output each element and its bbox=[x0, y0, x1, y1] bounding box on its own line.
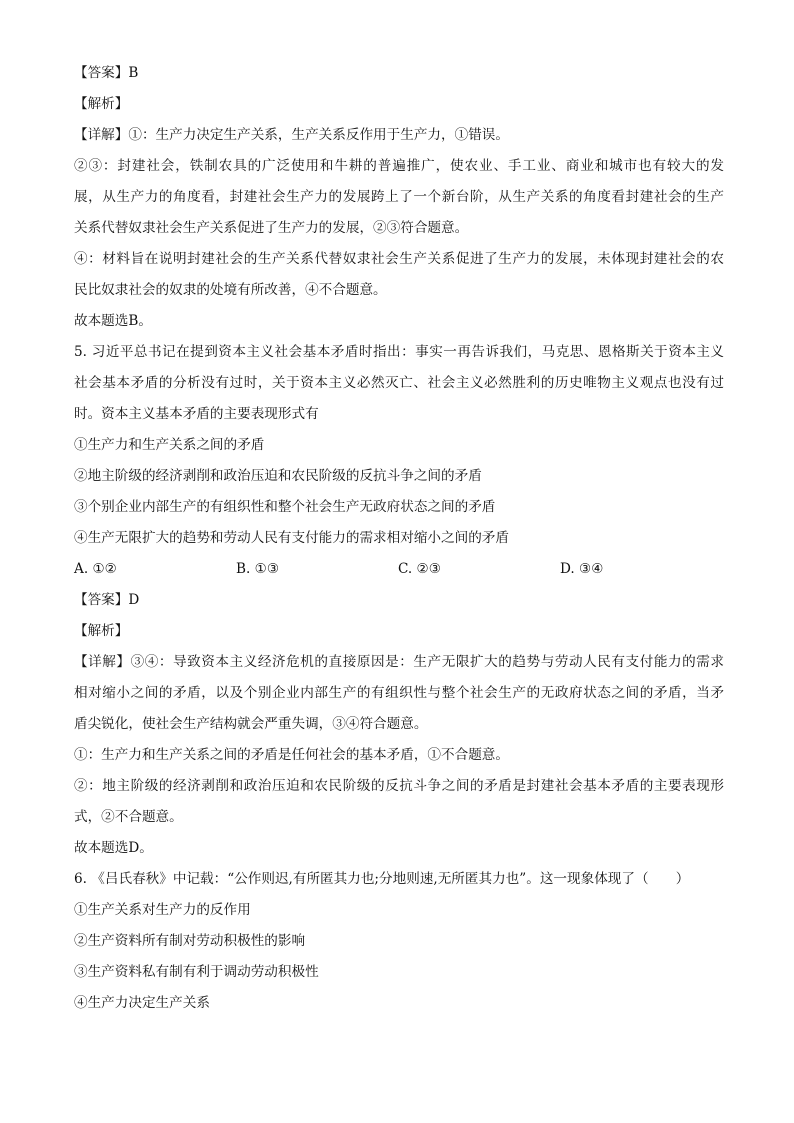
q4-detail-line: 【详解】①：生产力决定生产关系，生产关系反作用于生产力，①错误。 bbox=[74, 127, 509, 143]
q5-stem-line: 5. 习近平总书记在提到资本主义社会基本矛盾时指出：事实一再告诉我们，马克思、恩格斯关于资本主义 bbox=[74, 344, 724, 360]
q5-option-b: B. ①③ bbox=[236, 561, 280, 577]
q5-analysis-label: 【解析】 bbox=[74, 623, 129, 639]
q5-answer: 【答案】D bbox=[74, 592, 140, 608]
q5-detail-line: ①：生产力和生产关系之间的矛盾是任何社会的基本矛盾，①不合题意。 bbox=[74, 747, 509, 763]
q5-detail-line: 式，②不合题意。 bbox=[74, 809, 183, 825]
q4-detail-line: 民比奴隶社会的奴隶的处境有所改善，④不合题意。 bbox=[74, 282, 387, 298]
q4-analysis-label: 【解析】 bbox=[74, 96, 129, 112]
q6-item: ④生产力决定生产关系 bbox=[74, 995, 210, 1011]
q4-detail-line: 展，从生产力的角度看，封建社会生产力的发展跨上了一个新台阶，从生产关系的角度看封建社会的生产 bbox=[74, 189, 724, 205]
q5-options bbox=[74, 554, 724, 585]
q4-conclusion: 故本题选B。 bbox=[74, 313, 152, 329]
q5-stem-line: 社会基本矛盾的分析没有过时，关于资本主义必然灭亡、社会主义必然胜利的历史唯物主义观点也没有过 bbox=[74, 375, 724, 391]
q6-item: ①生产关系对生产力的反作用 bbox=[74, 902, 251, 918]
q4-detail-line: ②③：封建社会，铁制农具的广泛使用和牛耕的普遍推广，使农业、手工业、商业和城市也有较大的发 bbox=[74, 158, 724, 174]
q4-detail-line: ④：材料旨在说明封建社会的生产关系代替奴隶社会生产关系促进了生产力的发展，未体现封建社会的农 bbox=[74, 251, 724, 267]
document-page bbox=[74, 58, 724, 1019]
q4-answer: 【答案】B bbox=[74, 65, 139, 81]
q5-conclusion: 故本题选D。 bbox=[74, 840, 153, 856]
q5-detail-line: 盾尖锐化，使社会生产结构就会严重失调，③④符合题意。 bbox=[74, 716, 428, 732]
q5-stem-line: 时。资本主义基本矛盾的主要表现形式有 bbox=[74, 406, 319, 422]
q5-detail-line: 相对缩小之间的矛盾，以及个别企业内部生产的有组织性与整个社会生产的无政府状态之间的矛盾，当矛 bbox=[74, 685, 724, 701]
q5-item: ④生产无限扩大的趋势和劳动人民有支付能力的需求相对缩小之间的矛盾 bbox=[74, 530, 509, 546]
q6-item: ③生产资料私有制有利于调动劳动积极性 bbox=[74, 964, 319, 980]
q5-item: ①生产力和生产关系之间的矛盾 bbox=[74, 437, 265, 453]
q5-option-a: A. ①② bbox=[74, 561, 117, 577]
q5-detail-line: ②：地主阶级的经济剥削和政治压迫和农民阶级的反抗斗争之间的矛盾是封建社会基本矛盾的主要表现形 bbox=[74, 778, 724, 794]
q6-item: ②生产资料所有制对劳动积极性的影响 bbox=[74, 933, 306, 949]
q5-item: ②地主阶级的经济剥削和政治压迫和农民阶级的反抗斗争之间的矛盾 bbox=[74, 468, 482, 484]
q5-item: ③个别企业内部生产的有组织性和整个社会生产无政府状态之间的矛盾 bbox=[74, 499, 496, 515]
q5-detail-line: 【详解】③④：导致资本主义经济危机的直接原因是：生产无限扩大的趋势与劳动人民有支付能力的需求 bbox=[74, 654, 724, 670]
q4-detail-line: 关系代替奴隶社会生产关系促进了生产力的发展，②③符合题意。 bbox=[74, 220, 469, 236]
q6-stem: 6. 《吕氏春秋》中记载：“公作则迟,有所匿其力也;分地则速,无所匿其力也”。这一现象体现了（ ） bbox=[74, 871, 690, 887]
q5-option-d: D. ③④ bbox=[560, 561, 604, 577]
q5-option-c: C. ②③ bbox=[398, 561, 441, 577]
